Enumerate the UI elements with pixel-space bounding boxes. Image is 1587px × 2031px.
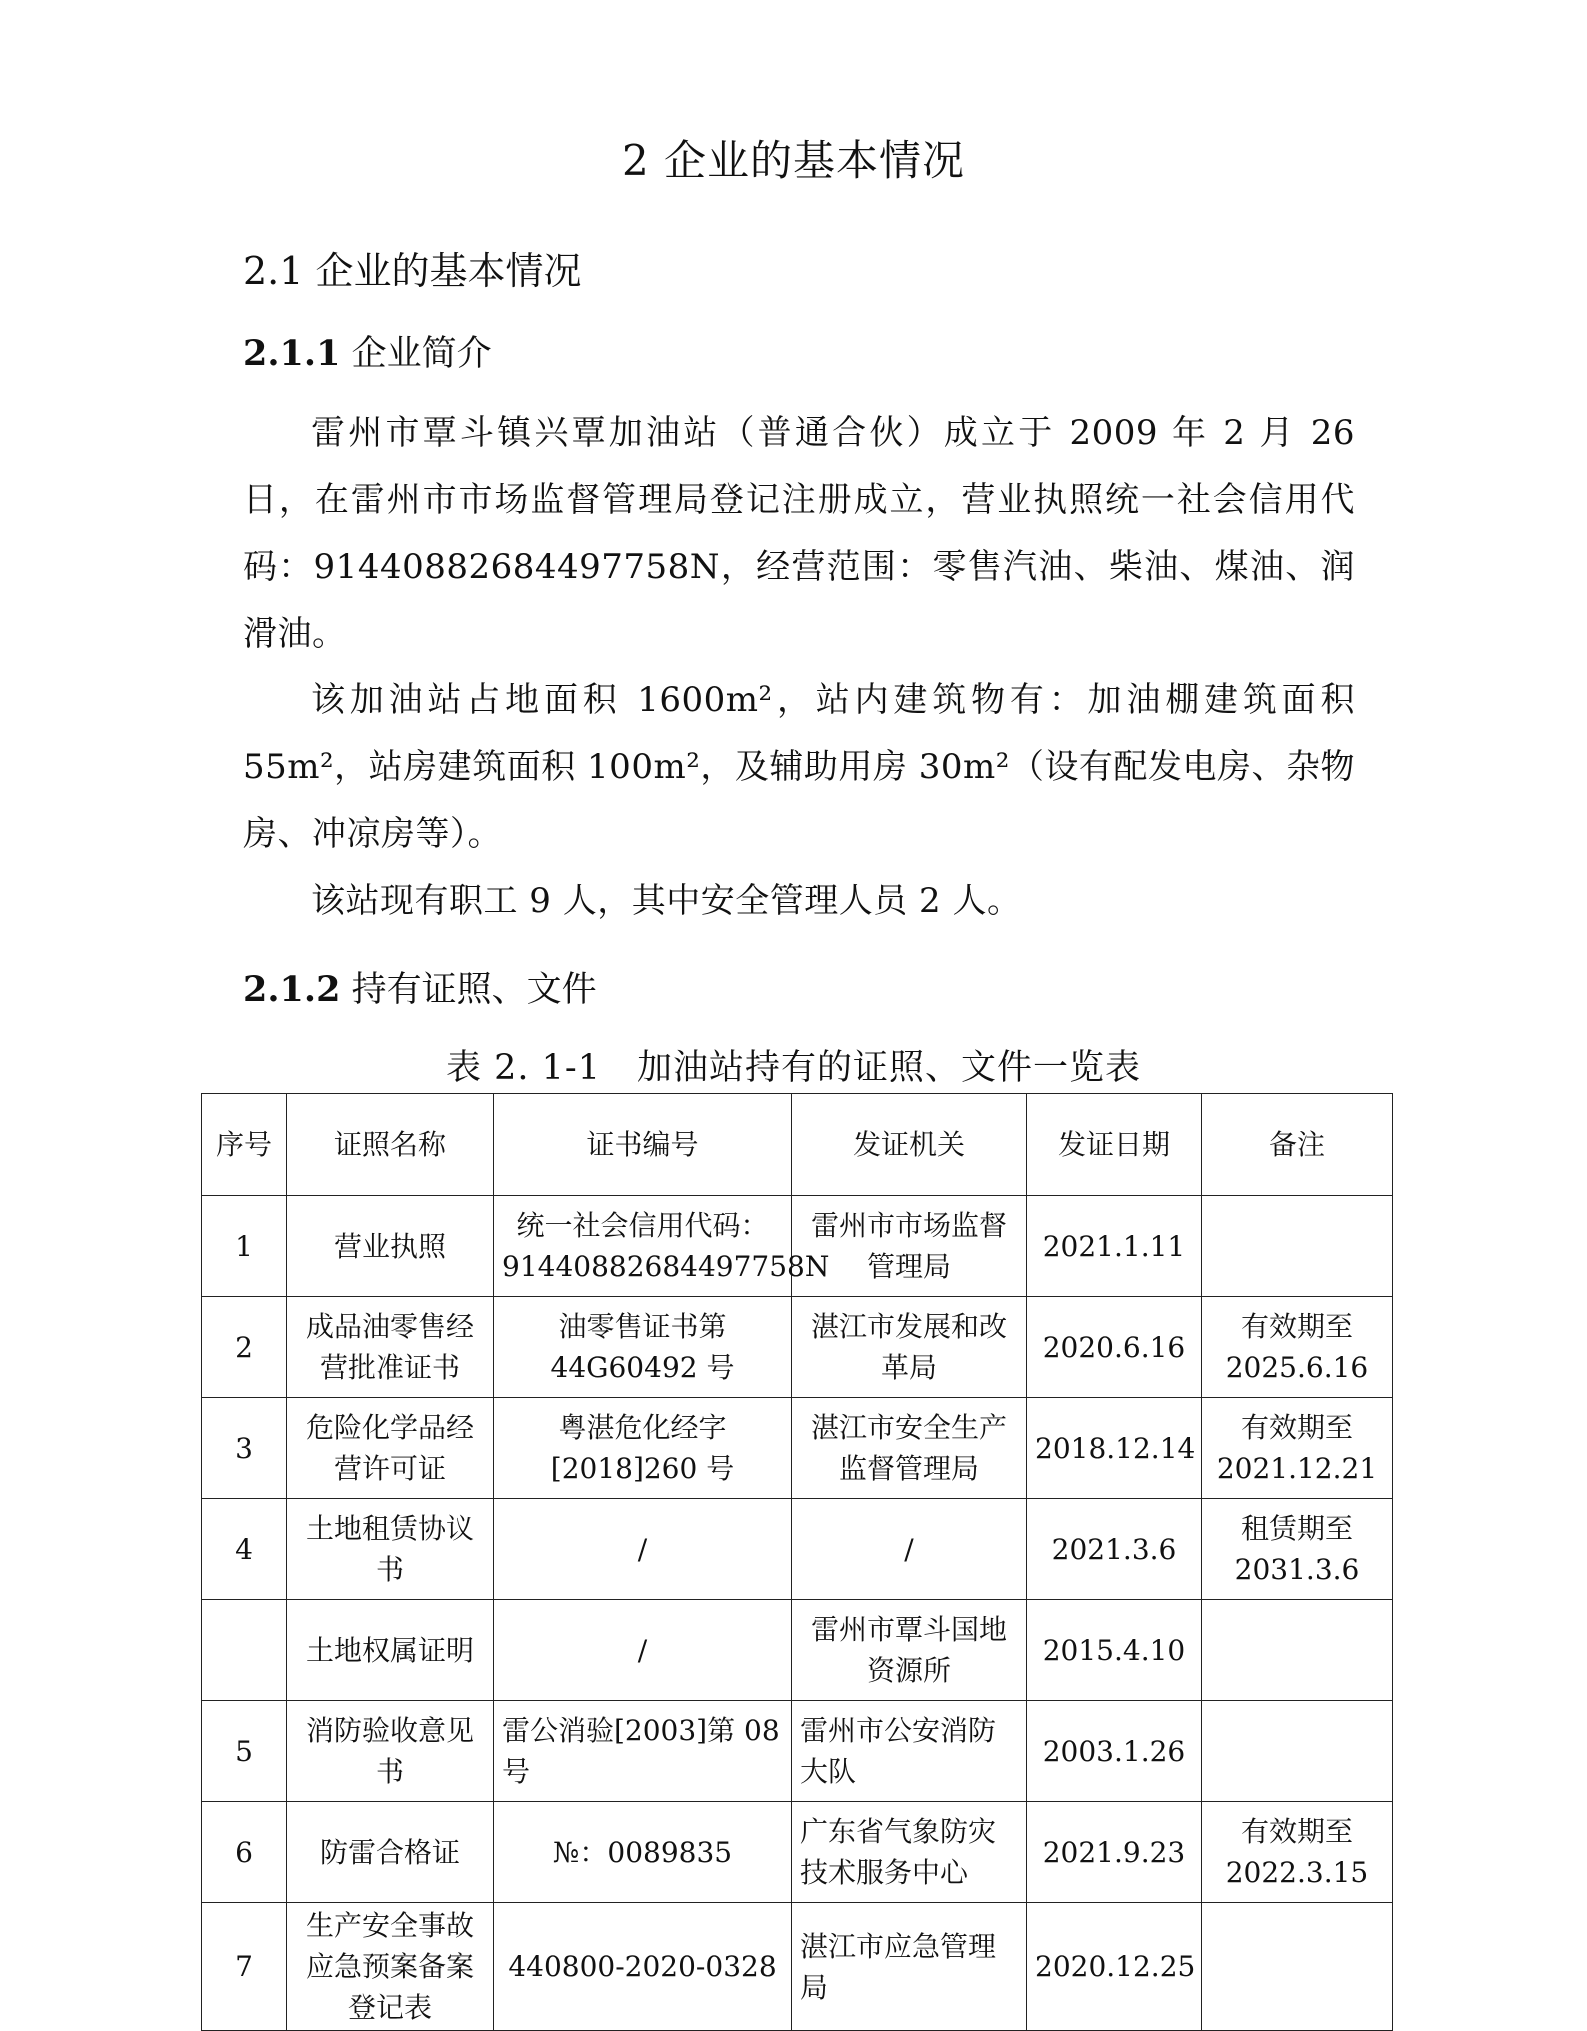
paragraph-intro: 雷州市覃斗镇兴覃加油站（普通合伙）成立于 2009 年 2 月 26 日，在雷州市市场监督管理局登记注册成立，营业执照统一社会信用代码：91440882684497758N，经营范围：零售汽油、柴油、煤油、润滑油。 [243,413,1355,654]
cell-no: 6 [202,1802,287,1903]
license-table [201,1093,1393,2031]
section-number: 2.1.2 [243,969,341,1010]
cell-date: 2015.4.10 [1027,1600,1202,1701]
cell-name: 防雷合格证 [287,1802,494,1903]
cell-code: 粤湛危化经字[2018]260 号 [494,1398,792,1499]
cell-issuer: 湛江市应急管理局 [792,1903,1027,2031]
cell-note: 有效期至2025.6.16 [1202,1297,1393,1398]
header-date: 发证日期 [1027,1094,1202,1196]
cell-issuer: 湛江市发展和改革局 [792,1297,1027,1398]
cell-note: 租赁期至2031.3.6 [1202,1499,1393,1600]
cell-code: 统一社会信用代码：91440882684497758N [494,1196,792,1297]
cell-issuer: 雷州市市场监督管理局 [792,1196,1027,1297]
cell-name: 生产安全事故应急预案备案登记表 [287,1903,494,2031]
table-row [202,1398,1393,1499]
table-row [202,1600,1393,1701]
cell-code: №：0089835 [494,1802,792,1903]
header-no: 序号 [202,1094,287,1196]
table-row [202,1802,1393,1903]
cell-name: 土地租赁协议书 [287,1499,494,1600]
cell-note: 有效期至2022.3.15 [1202,1802,1393,1903]
table-row [202,1196,1393,1297]
cell-issuer: 雷州市公安消防大队 [792,1701,1027,1802]
cell-no: 1 [202,1196,287,1297]
cell-date: 2003.1.26 [1027,1701,1202,1802]
section-title: 持有证照、文件 [340,970,597,1010]
cell-issuer: 湛江市安全生产监督管理局 [792,1398,1027,1499]
cell-no: 5 [202,1701,287,1802]
cell-no [202,1600,287,1701]
section-title: 企业简介 [340,334,492,374]
cell-date: 2018.12.14 [1027,1398,1202,1499]
header-note: 备注 [1202,1094,1393,1196]
cell-issuer: / [792,1499,1027,1600]
header-issuer: 发证机关 [792,1094,1027,1196]
header-name: 证照名称 [287,1094,494,1196]
table-row [202,1499,1393,1600]
cell-date: 2021.3.6 [1027,1499,1202,1600]
header-code: 证书编号 [494,1094,792,1196]
section-heading-2-1-1 [243,326,492,376]
cell-name: 营业执照 [287,1196,494,1297]
cell-no: 2 [202,1297,287,1398]
cell-note [1202,1701,1393,1802]
cell-note: 有效期至2021.12.21 [1202,1398,1393,1499]
cell-note [1202,1903,1393,2031]
section-heading-2-1-2 [243,962,597,1012]
paragraph-staff: 该站现有职工 9 人，其中安全管理人员 2 人。 [311,881,1022,921]
table-row [202,1701,1393,1802]
cell-code: / [494,1499,792,1600]
cell-code: / [494,1600,792,1701]
cell-code: 440800-2020-0328 [494,1903,792,2031]
section-number: 2.1.1 [243,333,341,374]
table-row [202,1903,1393,2031]
cell-code: 油零售证书第44G60492 号 [494,1297,792,1398]
cell-code: 雷公消验[2003]第 08 号 [494,1701,792,1802]
cell-note [1202,1196,1393,1297]
cell-issuer: 雷州市覃斗国地资源所 [792,1600,1027,1701]
cell-note [1202,1600,1393,1701]
cell-name: 成品油零售经营批准证书 [287,1297,494,1398]
section-heading-2-1: 2.1 企业的基本情况 [243,249,582,293]
cell-name: 消防验收意见书 [287,1701,494,1802]
table-header-row [202,1094,1393,1196]
cell-no: 3 [202,1398,287,1499]
table-caption: 表 2. 1-1 加油站持有的证照、文件一览表 [445,1048,1141,1088]
cell-no: 4 [202,1499,287,1600]
chapter-title: 2 企业的基本情况 [621,136,966,185]
cell-date: 2020.6.16 [1027,1297,1202,1398]
paragraph-area: 该加油站占地面积 1600m²，站内建筑物有：加油棚建筑面积 55m²，站房建筑面积 100m²，及辅助用房 30m²（设有配发电房、杂物房、冲凉房等）。 [243,680,1355,854]
cell-date: 2021.1.11 [1027,1196,1202,1297]
cell-date: 2021.9.23 [1027,1802,1202,1903]
table-row [202,1297,1393,1398]
cell-name: 土地权属证明 [287,1600,494,1701]
cell-no: 7 [202,1903,287,2031]
cell-date: 2020.12.25 [1027,1903,1202,2031]
cell-issuer: 广东省气象防灾技术服务中心 [792,1802,1027,1903]
cell-name: 危险化学品经营许可证 [287,1398,494,1499]
